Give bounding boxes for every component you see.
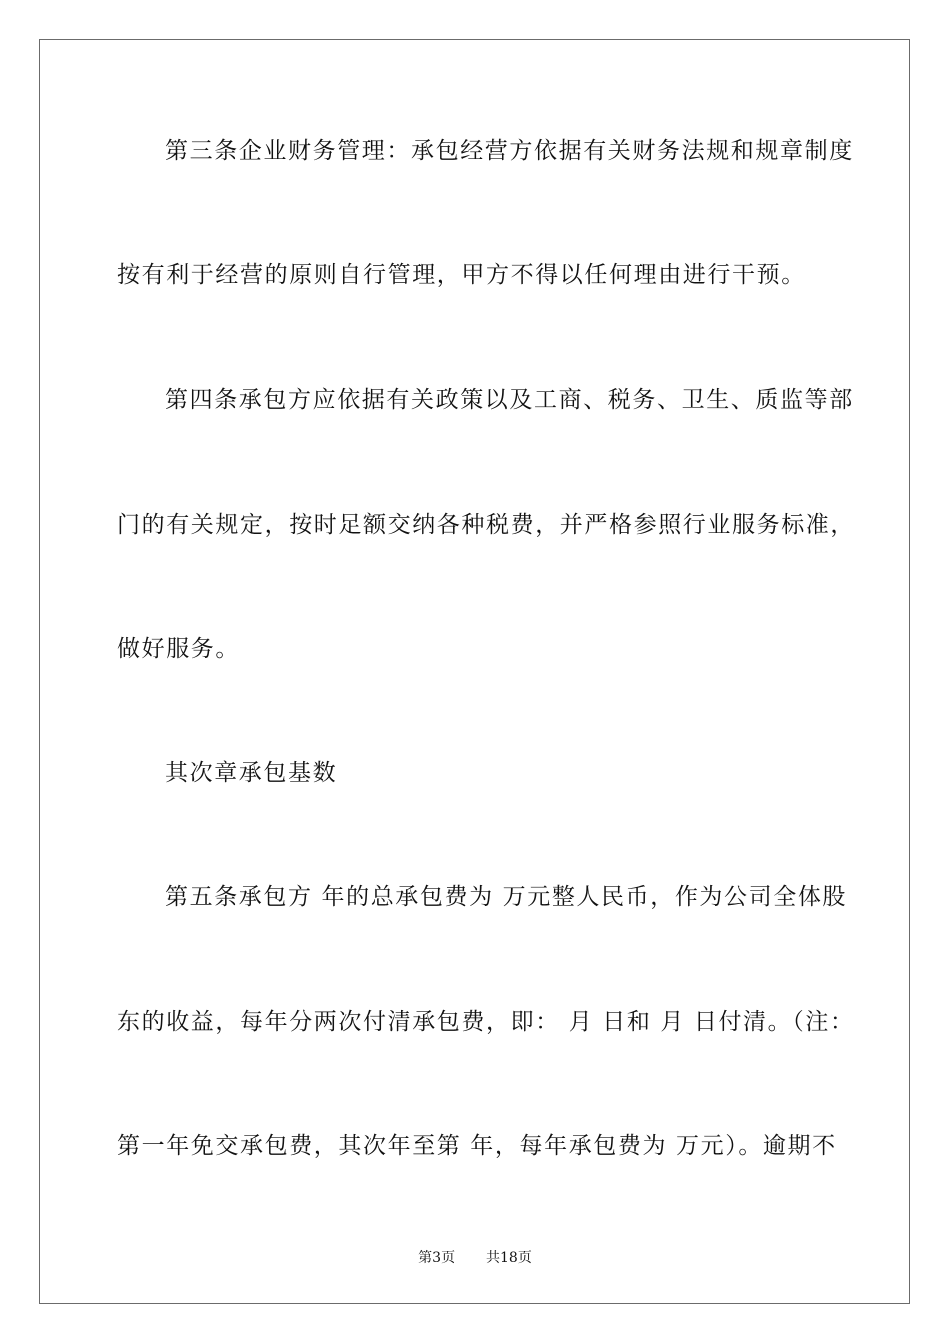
page-border <box>39 39 910 1304</box>
page-number: 第3页 <box>418 1250 456 1266</box>
paragraph-line-8: 第一年免交承包费，其次年至第 年，每年承包费为 万元）。逾期不 <box>117 1133 837 1159</box>
paragraph-line-1: 第三条企业财务管理：承包经营方依据有关财务法规和规章制度 <box>165 138 854 164</box>
paragraph-line-5: 做好服务。 <box>117 636 240 662</box>
page-footer <box>0 1247 950 1267</box>
paragraph-line-7: 东的收益，每年分两次付清承包费，即： 月 日和 月 日付清。（注： <box>117 1009 855 1035</box>
page-total: 共18页 <box>486 1250 532 1266</box>
chapter-heading: 其次章承包基数 <box>165 760 338 786</box>
paragraph-line-2: 按有利于经营的原则自行管理，甲方不得以任何理由进行干预。 <box>117 262 806 288</box>
paragraph-line-6: 第五条承包方 年的总承包费为 万元整人民币，作为公司全体股 <box>165 884 848 910</box>
paragraph-line-4: 门的有关规定，按时足额交纳各种税费，并严格参照行业服务标准， <box>117 512 855 538</box>
paragraph-line-3: 第四条承包方应依据有关政策以及工商、税务、卫生、质监等部 <box>165 387 854 413</box>
